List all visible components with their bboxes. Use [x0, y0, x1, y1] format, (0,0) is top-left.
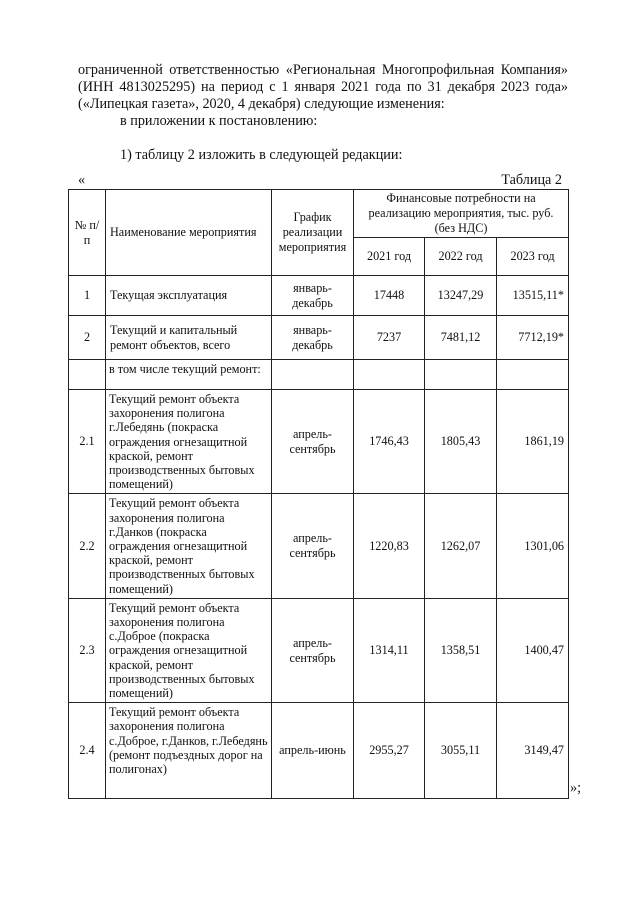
cell-num: 2	[69, 316, 106, 360]
header-2021: 2021 год	[354, 238, 425, 276]
cell-2023	[497, 360, 569, 390]
cell-2022	[425, 360, 497, 390]
header-schedule: График реализации мероприятия	[272, 190, 354, 276]
table-row	[69, 598, 569, 702]
cell-2023: 13515,11*	[497, 276, 569, 316]
header-finance: Финансовые потребности на реализацию мероприятия, тыс. руб. (без НДС)	[354, 190, 569, 238]
cell-2021: 2955,27	[354, 703, 425, 799]
cell-2023: 1861,19	[497, 390, 569, 494]
open-quote: «	[78, 172, 86, 188]
table-row	[69, 316, 569, 360]
intro-item-1: 1) таблицу 2 изложить в следующей редакции:	[120, 147, 403, 163]
cell-name: Текущий ремонт объекта захоронения полигона с.Доброе (покраска ограждения огнезащитной краской, ремонт производственных бытовых помещений)	[106, 598, 272, 702]
cell-2022: 1262,07	[425, 494, 497, 598]
cell-2021	[354, 360, 425, 390]
close-quote: »;	[570, 780, 582, 796]
cell-num: 2.2	[69, 494, 106, 598]
cell-2021: 17448	[354, 276, 425, 316]
header-num: № п/п	[69, 190, 106, 276]
cell-2022: 3055,11	[425, 703, 497, 799]
intro-text	[78, 62, 568, 164]
intro-subtitle: в приложении к постановлению:	[120, 113, 318, 129]
budget-table	[68, 189, 569, 799]
cell-2022: 1358,51	[425, 598, 497, 702]
cell-2021: 1220,83	[354, 494, 425, 598]
table-row	[69, 390, 569, 494]
cell-2022: 13247,29	[425, 276, 497, 316]
cell-name: Текущая эксплуатация	[106, 276, 272, 316]
table-row	[69, 276, 569, 316]
header-2023: 2023 год	[497, 238, 569, 276]
cell-schedule: апрель-сентябрь	[272, 390, 354, 494]
table-caption: Таблица 2	[501, 172, 562, 188]
cell-schedule: апрель-сентябрь	[272, 494, 354, 598]
cell-2021: 1746,43	[354, 390, 425, 494]
cell-2022: 1805,43	[425, 390, 497, 494]
cell-2021: 1314,11	[354, 598, 425, 702]
table-row	[69, 360, 569, 390]
cell-schedule: январь-декабрь	[272, 316, 354, 360]
cell-schedule	[272, 360, 354, 390]
header-2022: 2022 год	[425, 238, 497, 276]
cell-2023: 1400,47	[497, 598, 569, 702]
cell-2023: 3149,47	[497, 703, 569, 799]
table-row	[69, 703, 569, 799]
cell-2021: 7237	[354, 316, 425, 360]
cell-name: Текущий ремонт объекта захоронения полигона г.Данков (покраска ограждения огнезащитной краской, ремонт производственных бытовых помещений)	[106, 494, 272, 598]
table-row	[69, 494, 569, 598]
cell-schedule: январь-декабрь	[272, 276, 354, 316]
cell-schedule: апрель-сентябрь	[272, 598, 354, 702]
cell-name: в том числе текущий ремонт:	[106, 360, 272, 390]
cell-name: Текущий ремонт объекта захоронения полигона с.Доброе, г.Данков, г.Лебедянь (ремонт подъездных дорог на полигонах)	[106, 703, 272, 799]
header-name: Наименование мероприятия	[106, 190, 272, 276]
cell-2023: 1301,06	[497, 494, 569, 598]
intro-paragraph: ограниченной ответственностью «Региональная Многопрофильная Компания» (ИНН 4813025295) на период с 1 января 2021 года по 31 декабря 2023 года» («Липецкая газета», 2020, 4 декабря) следующие изменения:	[78, 62, 568, 112]
cell-name: Текущий ремонт объекта захоронения полигона г.Лебедянь (покраска ограждения огнезащитной краской, ремонт производственных бытовых помещений)	[106, 390, 272, 494]
cell-num: 1	[69, 276, 106, 316]
cell-num: 2.1	[69, 390, 106, 494]
cell-schedule: апрель-июнь	[272, 703, 354, 799]
cell-name: Текущий и капитальный ремонт объектов, всего	[106, 316, 272, 360]
cell-num	[69, 360, 106, 390]
table-body	[69, 276, 569, 799]
cell-2023: 7712,19*	[497, 316, 569, 360]
cell-num: 2.4	[69, 703, 106, 799]
cell-num: 2.3	[69, 598, 106, 702]
cell-2022: 7481,12	[425, 316, 497, 360]
